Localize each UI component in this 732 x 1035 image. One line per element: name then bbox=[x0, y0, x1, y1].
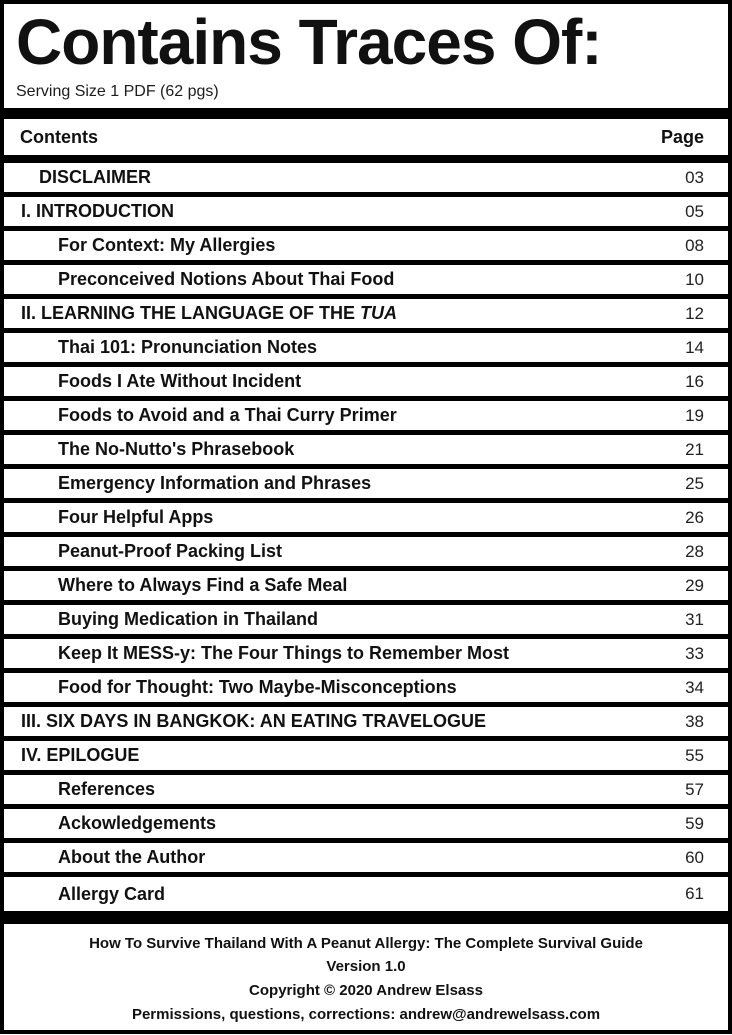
toc-row-title: The No-Nutto's Phrasebook bbox=[58, 439, 295, 459]
footer-copyright: Copyright © 2020 Andrew Elsass bbox=[249, 982, 483, 999]
toc-row-page-number: 34 bbox=[685, 677, 704, 697]
toc-row-page-number: 12 bbox=[685, 303, 704, 323]
toc-row bbox=[4, 877, 728, 911]
toc-row-page-number: 59 bbox=[685, 813, 704, 833]
toc-row-title: Thai 101: Pronunciation Notes bbox=[58, 337, 318, 357]
toc-row-page-number: 55 bbox=[685, 745, 704, 765]
toc-row-title: About the Author bbox=[58, 847, 206, 867]
toc-row bbox=[4, 265, 728, 299]
toc-row-page-number: 08 bbox=[685, 235, 704, 255]
toc-row bbox=[4, 571, 728, 605]
toc-row-page-number: 10 bbox=[685, 269, 704, 289]
toc-row-page-number: 25 bbox=[685, 473, 704, 493]
toc-row-title: I. INTRODUCTION bbox=[21, 201, 174, 221]
toc-row bbox=[4, 741, 728, 775]
label-header bbox=[4, 4, 728, 108]
toc-row bbox=[4, 503, 728, 537]
toc-row-page-number: 60 bbox=[685, 847, 704, 867]
page-column-header: Page bbox=[660, 126, 704, 147]
toc-row bbox=[4, 333, 728, 367]
toc-row bbox=[4, 299, 728, 333]
page-title: Contains Traces Of: bbox=[16, 6, 602, 78]
toc-row-page-number: 31 bbox=[685, 609, 704, 629]
divider-bar bbox=[4, 155, 728, 163]
toc-row bbox=[4, 843, 728, 877]
toc-row bbox=[4, 809, 728, 843]
toc-row-title: Preconceived Notions About Thai Food bbox=[58, 269, 395, 289]
toc-row bbox=[4, 707, 728, 741]
toc-row-title: III. SIX DAYS IN BANGKOK: AN EATING TRAVELOGUE bbox=[21, 711, 487, 731]
toc-row-page-number: 16 bbox=[685, 371, 704, 391]
toc-row-page-number: 28 bbox=[685, 541, 704, 561]
toc-row bbox=[4, 163, 728, 197]
toc-row bbox=[4, 537, 728, 571]
toc-row-title: Emergency Information and Phrases bbox=[58, 473, 372, 493]
toc-row-title: Food for Thought: Two Maybe-Misconceptions bbox=[58, 677, 457, 697]
toc-row bbox=[4, 673, 728, 707]
toc-row bbox=[4, 367, 728, 401]
toc-row-page-number: 61 bbox=[685, 884, 704, 903]
toc-row-title: Peanut-Proof Packing List bbox=[58, 541, 283, 561]
toc-row-title: References bbox=[58, 779, 156, 799]
toc-row bbox=[4, 469, 728, 503]
toc-row-page-number: 57 bbox=[685, 779, 704, 799]
toc-row-page-number: 03 bbox=[685, 167, 704, 187]
serving-size-text: Serving Size 1 PDF (62 pgs) bbox=[16, 83, 219, 100]
toc-row bbox=[4, 401, 728, 435]
toc-rows bbox=[4, 163, 728, 911]
toc-row-title: IV. EPILOGUE bbox=[21, 745, 140, 765]
toc-row-title: Four Helpful Apps bbox=[58, 507, 214, 527]
toc-row-title: Where to Always Find a Safe Meal bbox=[58, 575, 348, 595]
footer-contact-email: Permissions, questions, corrections: andrew@andrewelsass.com bbox=[131, 1005, 601, 1023]
toc-row-title: DISCLAIMER bbox=[39, 167, 151, 187]
toc-row-page-number: 33 bbox=[685, 643, 704, 663]
toc-row-title: Keep It MESS-y: The Four Things to Remember Most bbox=[58, 643, 510, 663]
toc-row-page-number: 29 bbox=[685, 575, 704, 595]
toc-row bbox=[4, 605, 728, 639]
toc-row-title: Ackowledgements bbox=[58, 813, 217, 833]
toc-row-title: Foods I Ate Without Incident bbox=[58, 371, 302, 391]
toc-row-title: Allergy Card bbox=[58, 883, 166, 904]
toc-row-page-number: 26 bbox=[685, 507, 704, 527]
footer-divider-bar bbox=[4, 911, 728, 924]
toc-row bbox=[4, 231, 728, 265]
toc-row bbox=[4, 197, 728, 231]
toc-row bbox=[4, 639, 728, 673]
toc-row-page-number: 05 bbox=[685, 201, 704, 221]
toc-row-page-number: 38 bbox=[685, 711, 704, 731]
contents-column-header: Contents bbox=[20, 126, 98, 147]
toc-row bbox=[4, 775, 728, 809]
footer-book-title: How To Survive Thailand With A Peanut Allergy: The Complete Survival Guide bbox=[89, 934, 643, 952]
thick-divider-bar bbox=[4, 108, 728, 119]
contents-header-row bbox=[4, 119, 728, 155]
toc-row-title: Foods to Avoid and a Thai Curry Primer bbox=[58, 405, 397, 425]
label-footer bbox=[4, 924, 728, 1035]
toc-row-page-number: 14 bbox=[685, 337, 704, 357]
toc-row-page-number: 21 bbox=[685, 439, 704, 459]
toc-row-title: II. LEARNING THE LANGUAGE OF THE TUA bbox=[21, 303, 398, 323]
toc-row-title: Buying Medication in Thailand bbox=[58, 609, 319, 629]
footer-version: Version 1.0 bbox=[326, 958, 406, 976]
toc-row-page-number: 19 bbox=[685, 405, 704, 425]
toc-row-title: For Context: My Allergies bbox=[58, 235, 276, 255]
toc-row bbox=[4, 435, 728, 469]
